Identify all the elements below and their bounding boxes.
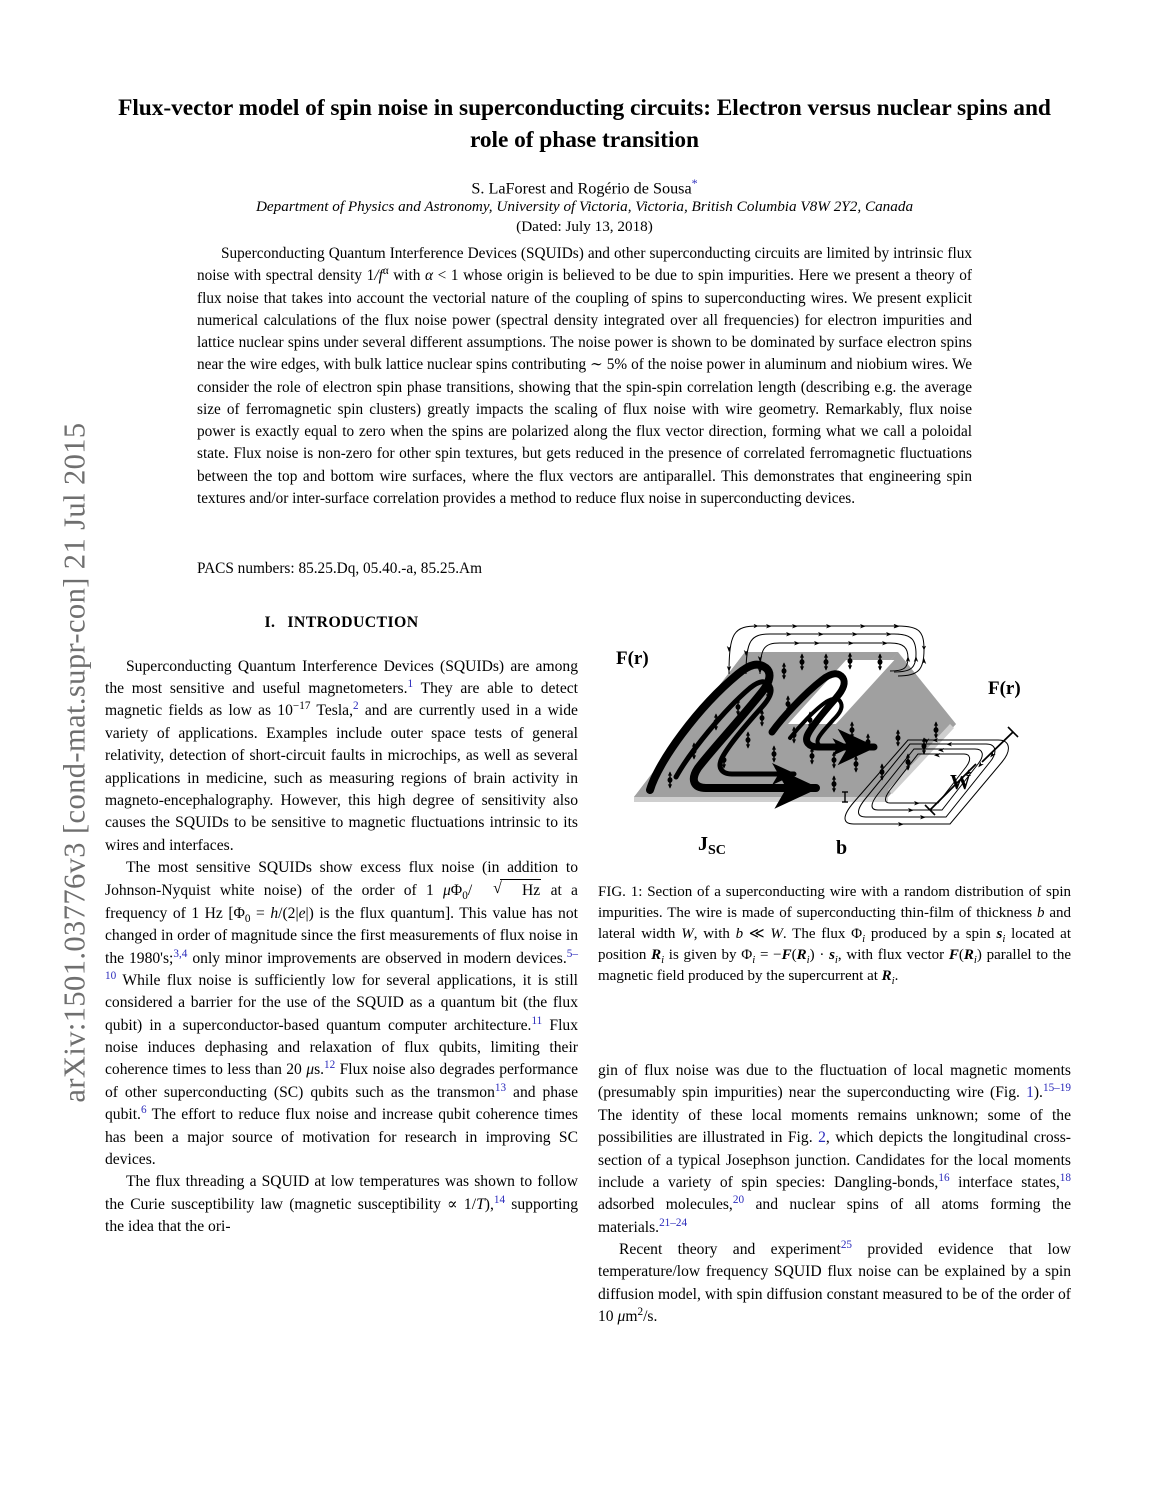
figure-ref-2[interactable]: 2 xyxy=(818,1129,826,1147)
figure-label: FIG. 1: xyxy=(598,884,643,900)
section-heading-introduction xyxy=(105,612,578,635)
citation-21-24[interactable]: 21–24 xyxy=(659,1216,688,1229)
figure-1-caption: FIG. 1: Section of a superconducting wire with a random distribution of spin impurities. The wire is made of superconducting thin-film of thickness b and lateral width W, with b ≪ W. The flux $\Phi_i$ produced by a spin $s_i$ located at position $R_i$ is given by $\Phi_i = -F(R_i) \cdot s_i$, with flux vector $F(R_i)$ parallel to the magnetic field produced by the supercurrent at $R_i$. xyxy=(598,884,1072,987)
figure-1-canvas xyxy=(598,612,1071,874)
citation-15-19[interactable]: 15–19 xyxy=(1042,1082,1071,1095)
citation-2[interactable]: 2 xyxy=(352,700,359,713)
citation-18[interactable]: 18 xyxy=(1059,1171,1072,1184)
citation-12[interactable]: 12 xyxy=(324,1059,336,1072)
citation-1[interactable]: 1 xyxy=(407,677,414,690)
section-number: I. xyxy=(264,614,276,631)
paragraph-intro-3: The flux threading a SQUID at low temperatures was shown to follow the Curie susceptibility law (magnetic susceptibility ∝ 1/T),$^{14}$ supporting the idea that the ori- xyxy=(105,1173,579,1236)
arxiv-identifier-stamp: arXiv:1501.03776v3 [cond-mat.supr-con] 21 Jul 2015 xyxy=(57,422,92,1103)
citation-16[interactable]: 16 xyxy=(938,1171,950,1184)
label-width-W: W xyxy=(950,770,971,794)
affiliation-line: Department of Physics and Astronomy, University of Victoria, Victoria, British Columbia V8W 2Y2, Canada xyxy=(255,198,914,215)
label-flux-vector-top: F(r) xyxy=(616,648,649,669)
author-footnote-marker[interactable]: * xyxy=(691,176,698,190)
left-column xyxy=(105,612,578,1238)
paragraph-intro-1: Superconducting Quantum Interference Devices (SQUIDs) are among the most sensitive and useful magnetometers.$^1$ They are able to detect magnetic fields as low as $10^{-17}$ Tesla,$^2$ and are currently used in a wide variety of applications. Examples include outer space tests of general relativity, detection of short-circuit faults in microchips, as well as several applications in medicine, such as measuring regions of brain activity in magneto-encephalography. However, this high degree of sensitivity also causes the SQUIDs to be sensitive to magnetic fluctuations intrinsic to its wires and interfaces. xyxy=(105,657,578,854)
page-title: Flux-vector model of spin noise in superconducting circuits: Electron versus nuclear spins and role of phase transition xyxy=(118,95,1051,153)
author-names: S. LaForest and Rogério de Sousa xyxy=(471,179,692,198)
label-flux-vector-right: F(r) xyxy=(988,678,1021,699)
date-line: (Dated: July 13, 2018) xyxy=(516,218,653,235)
label-supercurrent: $J_{SC}$ xyxy=(698,833,726,858)
superconducting-wire-diagram xyxy=(598,612,1071,874)
paragraph-intro-2: The most sensitive SQUIDs show excess flux noise (in addition to Johnson-Nyquist white noise) of the order of 1 $\mu\Phi_0/$ √ Hz at a frequency of 1 Hz [$\Phi_0 = h/(2|e|)$ is the flux quantum]. This value has not changed in order of magnitude since the first measurements of flux noise in the 1980's;$^{3,4}$ only minor improvements are observed in modern devices.$^{5-10}$ While flux noise is sufficiently low for several applications, it is still considered a barrier for the use of the SQUID as a quantum bit (the flux qubit) in a superconductor-based quantum computer architecture.$^{11}$ Flux noise induces dephasing and relaxation of flux qubits, limiting their coherence times to less than 20 μs.$^{12}$ Flux noise also degrades performance of other superconducting (SC) qubits such as the transmon$^{13}$ and phase qubit.$^6$ The effort to reduce flux noise and increase qubit coherence times has been a major source of motivation for research in improving SC devices. xyxy=(105,857,578,1171)
citation-11[interactable]: 11 xyxy=(531,1014,543,1027)
label-thickness-b: b xyxy=(836,837,848,859)
citation-25[interactable]: 25 xyxy=(840,1238,853,1251)
citation-13[interactable]: 13 xyxy=(494,1081,507,1094)
section-title: INTRODUCTION xyxy=(287,614,419,631)
citation-6[interactable]: 6 xyxy=(140,1103,147,1116)
citation-20[interactable]: 20 xyxy=(732,1194,745,1207)
right-column xyxy=(598,1060,1071,1329)
paragraph-right-2: Recent theory and experiment$^{25}$ provided evidence that low temperature/low frequency SQUID flux noise can be explained by a spin diffusion model, with spin diffusion constant measured to be of the order of 10 $\mu m^2/s$. xyxy=(598,1238,1071,1326)
citation-14[interactable]: 14 xyxy=(493,1193,506,1206)
pacs-numbers: PACS numbers: 85.25.Dq, 05.40.-a, 85.25.Am xyxy=(197,560,482,577)
paragraph-right-1: gin of flux noise was due to the fluctuation of local magnetic moments (presumably spin impurities) near the superconducting wire (Fig. 1).$^{15-19}$ The identity of these local moments remains unknown; some of the possibilities are illustrated in Fig. 2, which depicts the longitudinal cross-section of a typical Josephson junction. Candidates for the local moments include a variety of spin species: Dangling-bonds,$^{16}$ interface states,$^{18}$ adsorbed molecules,$^{20}$ and nuclear spins of all atoms forming the materials.$^{21-24}$ xyxy=(598,1062,1072,1236)
author-line xyxy=(112,176,1057,199)
citation-3-4[interactable]: 3,4 xyxy=(173,947,188,960)
figure-ref-1[interactable]: 1 xyxy=(1026,1084,1034,1102)
citation-5-10[interactable]: 5–10 xyxy=(105,947,578,982)
abstract-text: Superconducting Quantum Interference Devices (SQUIDs) and other superconducting circuits are limited by intrinsic flux noise with spectral density $1/f^\alpha$ with α < 1 whose origin is believed to be due to spin impurities. Here we present a theory of flux noise that takes into account the vectorial nature of the coupling of spins to superconducting wires. We present explicit numerical calculations of the flux noise power (spectral density integrated over all frequencies) for electron impurities and lattice nuclear spins under several different assumptions. The noise power is shown to be dominated by surface electron spins near the wire edges, with bulk lattice nuclear spins contributing ∼ 5% of the noise power in aluminum and niobium wires. We consider the role of electron spin phase transitions, showing that the spin-spin correlation length (describing e.g. the average size of ferromagnetic spin clusters) greatly impacts the scaling of flux noise with wire geometry. Remarkably, flux noise power is exactly equal to zero when the spins are polarized along the flux vector direction, forming what we call a poloidal state. Flux noise is non-zero for other spin textures, but gets reduced in the presence of correlated ferromagnetic fluctuations between the top and bottom wire surfaces, where the flux vectors are antiparallel. This demonstrates that engineering spin textures and/or inter-surface correlation provides a method to reduce flux noise in superconducting devices. xyxy=(197,245,973,507)
figure-1 xyxy=(598,612,1071,874)
